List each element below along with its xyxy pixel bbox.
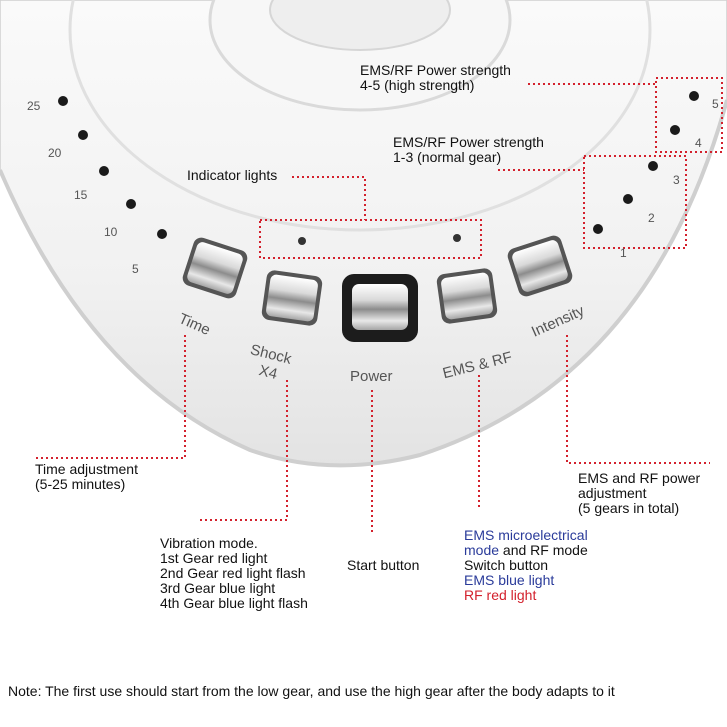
indicator-light-left (298, 237, 306, 245)
time-scale-10: 10 (104, 225, 118, 239)
time-led-15 (99, 166, 109, 176)
time-scale-25: 25 (27, 99, 41, 113)
intensity-led-2 (623, 194, 633, 204)
time-led-25 (58, 96, 68, 106)
callout-normal-gear: EMS/RF Power strength 1-3 (normal gear) (393, 134, 544, 165)
shock-button-label: Shock (248, 341, 294, 368)
intensity-led-5 (689, 91, 699, 101)
shock-button-label-x4: X4 (257, 362, 280, 383)
ems-rf-button (436, 267, 498, 324)
intensity-scale-1: 1 (620, 246, 627, 260)
power-button-label: Power (350, 368, 393, 385)
shock-button (261, 269, 323, 326)
callout-ems-rf-power: EMS and RF power adjustment (5 gears in total) (578, 470, 701, 516)
callout-vibration: Vibration mode. 1st Gear red light 2nd Gear red light flash 3rd Gear blue light 4th Gear blue light flash (160, 535, 308, 611)
callout-indicator-lights: Indicator lights (187, 167, 278, 183)
callout-start-button: Start button (347, 557, 420, 573)
intensity-scale-3: 3 (673, 173, 680, 187)
callout-ems-switch: EMS microelectrical mode and RF mode Switch button EMS blue light RF red light (464, 527, 588, 603)
intensity-led-4 (670, 125, 680, 135)
intensity-scale-4: 4 (695, 136, 702, 150)
time-led-10 (126, 199, 136, 209)
power-button (342, 274, 418, 342)
indicator-light-right (453, 234, 461, 242)
time-scale-20: 20 (48, 146, 62, 160)
usage-note: Note: The first use should start from the low gear, and use the high gear after the body adapts to it (8, 683, 615, 699)
time-scale-15: 15 (74, 188, 88, 202)
intensity-led-1 (593, 224, 603, 234)
time-button-label: Time (175, 310, 213, 339)
time-led-5 (157, 229, 167, 239)
callout-time-adjustment: Time adjustment (5-25 minutes) (35, 461, 138, 492)
intensity-scale-5: 5 (712, 97, 719, 111)
callout-high-strength: EMS/RF Power strength 4-5 (high strength) (360, 62, 511, 93)
time-scale-5: 5 (132, 262, 139, 276)
ems-rf-button-label: EMS & RF (440, 348, 514, 383)
time-led-20 (78, 130, 88, 140)
intensity-scale-2: 2 (648, 211, 655, 225)
intensity-led-3 (648, 161, 658, 171)
intensity-button-label: Intensity (528, 302, 587, 341)
